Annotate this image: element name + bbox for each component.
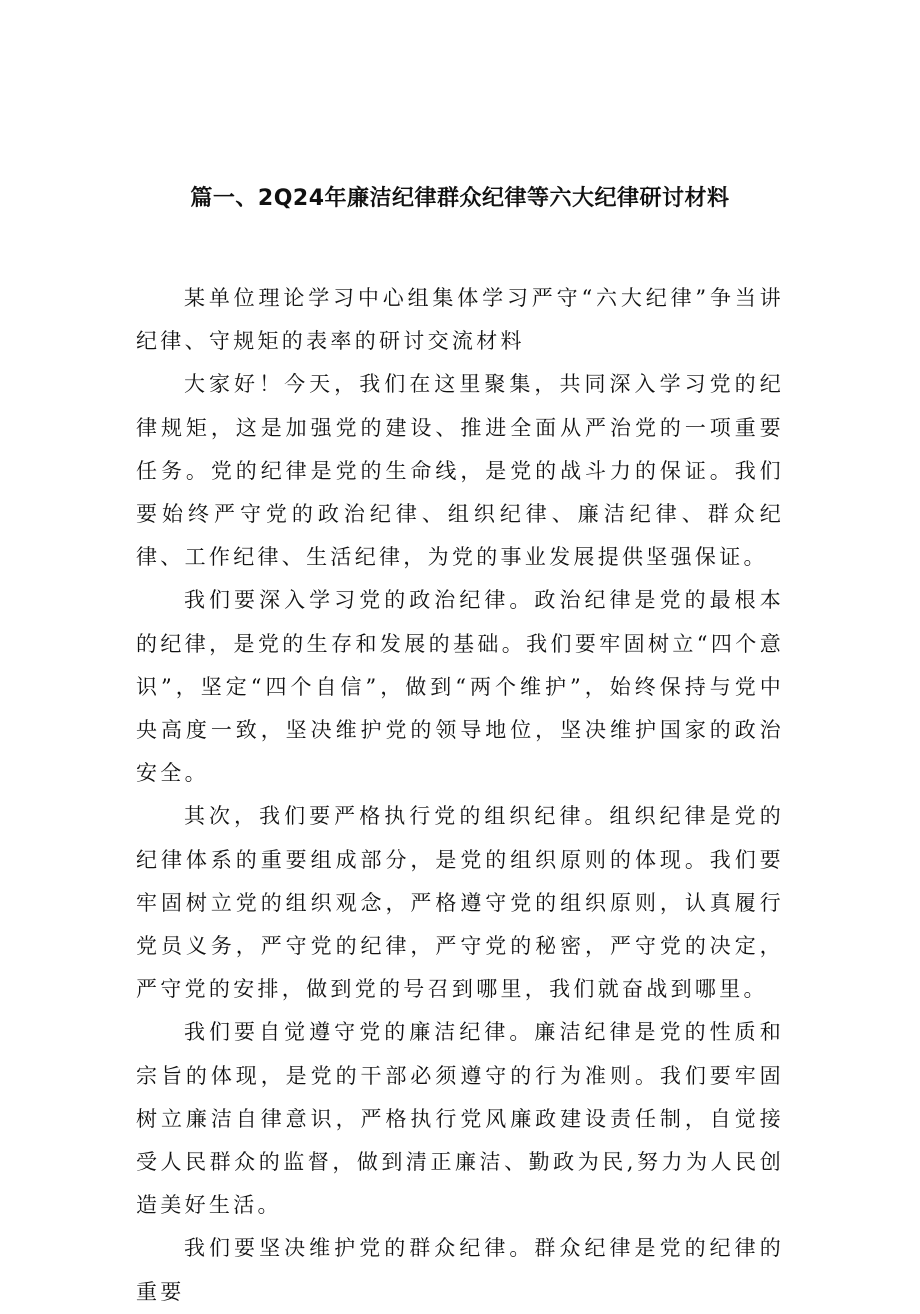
document-body [136, 277, 784, 1314]
document-title: 篇一、2Q24年廉洁纪律群众纪律等六大纪律研讨材料 [190, 186, 730, 211]
paragraph-political-discipline: 我们要深入学习党的政治纪律。政治纪律是党的最根本的纪律，是党的生存和发展的基础。我们要牢固树立“四个意识”，坚定“四个自信”，做到“两个维护”，始终保持与党中央高度一致，坚决维护党的领导地位，坚决维护国家的政治安全。 [136, 588, 784, 786]
paragraph-organizational-discipline: 其次，我们要严格执行党的组织纪律。组织纪律是党的纪律体系的重要组成部分，是党的组织原则的体现。我们要牢固树立党的组织观念，严格遵守党的组织原则，认真履行党员义务，严守党的纪律，严守党的秘密，严守党的决定，严守党的安排，做到党的号召到哪里，我们就奋战到哪里。 [136, 804, 784, 1002]
paragraph-integrity-discipline: 我们要自觉遵守党的廉洁纪律。廉洁纪律是党的性质和宗旨的体现，是党的干部必须遵守的行为准则。我们要牢固树立廉洁自律意识，严格执行党风廉政建设责任制，自觉接受人民群众的监督，做到清正廉洁、勤政为民,努力为人民创造美好生活。 [136, 1020, 784, 1218]
paragraph-greeting: 大家好！今天，我们在这里聚集，共同深入学习党的纪律规矩，这是加强党的建设、推进全面从严治党的一项重要任务。党的纪律是党的生命线，是党的战斗力的保证。我们要始终严守党的政治纪律、组织纪律、廉洁纪律、群众纪律、工作纪律、生活纪律，为党的事业发展提供坚强保证。 [136, 372, 784, 570]
paragraph-subtitle: 某单位理论学习中心组集体学习严守“六大纪律”争当讲纪律、守规矩的表率的研讨交流材料 [136, 286, 784, 354]
paragraph-mass-discipline: 我们要坚决维护党的群众纪律。群众纪律是党的纪律的重要 [136, 1236, 784, 1304]
